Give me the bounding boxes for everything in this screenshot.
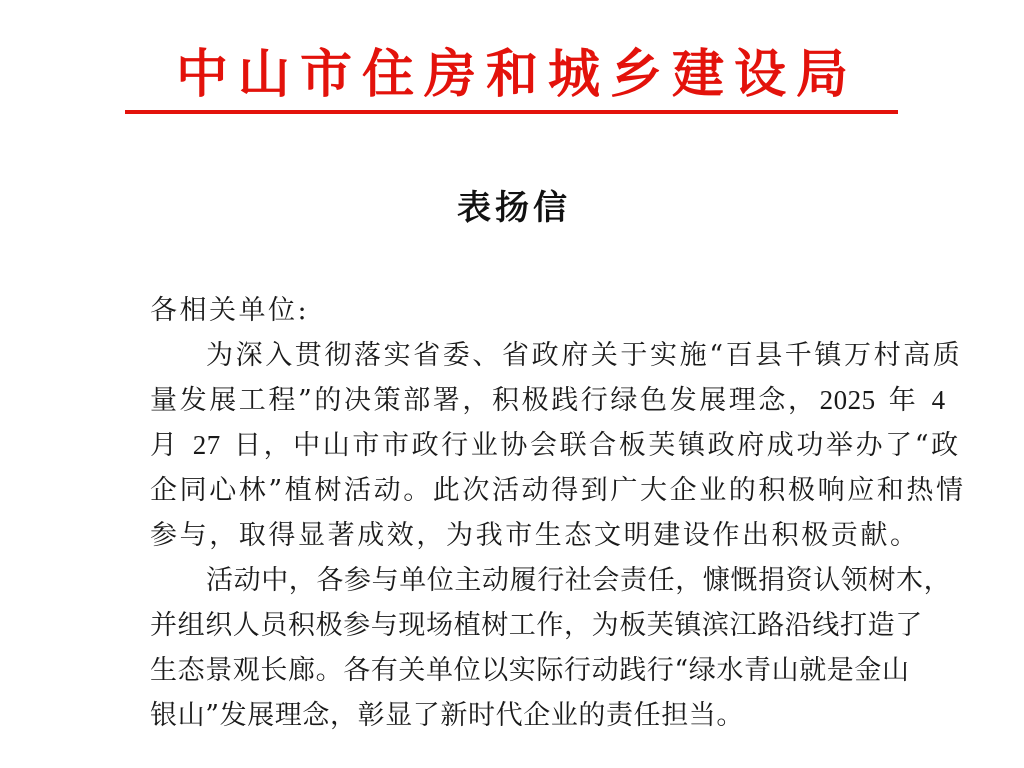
numeric-token: 4 (931, 385, 946, 415)
numeric-token: 27 (192, 430, 221, 460)
paragraph-2 (150, 558, 952, 738)
body-line: 月 27 日，中山市市政行业协会联合板芙镇政府成功举办了“政 (150, 430, 961, 461)
body-line: 为深入贯彻落实省委、省政府关于实施“百县千镇万村高质 (206, 340, 963, 371)
salutation: 各相关单位: (150, 295, 310, 326)
body-line: 生态景观长廊。各有关单位以实际行动践行“绿水青山就是金山 (150, 655, 910, 686)
document-title: 表扬信 (457, 188, 571, 228)
body-line: 银山”发展理念，彰显了新时代企业的责任担当。 (150, 700, 745, 731)
document-body (150, 288, 966, 738)
issuing-organization: 中山市住房和城乡建设局 (175, 44, 858, 105)
body-line: 并组织人员积极参与现场植树工作，为板芙镇滨江路沿线打造了 (150, 610, 923, 641)
body-line: 参与，取得显著成效，为我市生态文明建设作出积极贡献。 (150, 520, 920, 551)
letterhead (0, 46, 1024, 104)
body-line: 量发展工程”的决策部署，积极践行绿色发展理念，2025 年 4 (150, 385, 946, 416)
paragraph-1 (150, 333, 966, 558)
body-line: 活动中，各参与单位主动履行社会责任，慷慨捐资认领树木， (206, 565, 952, 596)
letterhead-divider-rule (125, 110, 898, 114)
body-line: 企同心林”植树活动。此次活动得到广大企业的积极响应和热情 (150, 475, 966, 506)
numeric-token: 2025 (819, 385, 876, 415)
